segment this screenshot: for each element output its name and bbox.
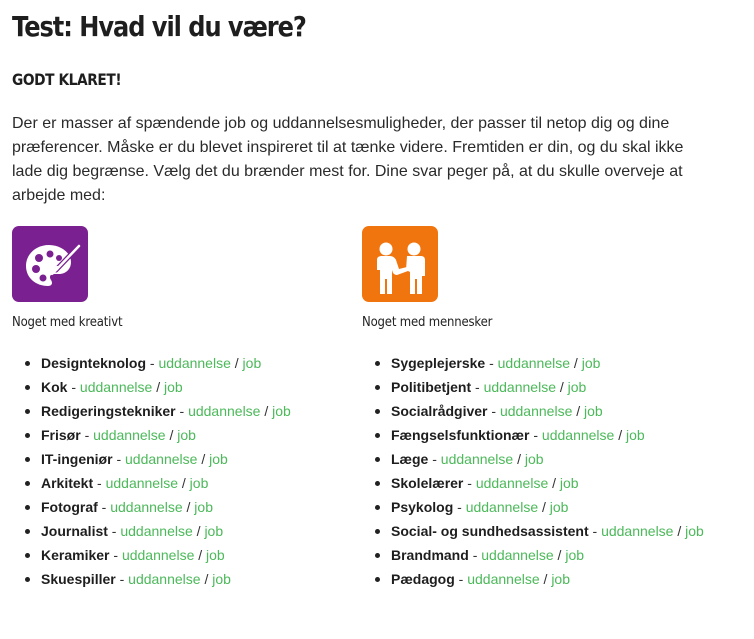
job-link[interactable]: job	[584, 403, 603, 419]
dash-separator: -	[84, 427, 90, 443]
job-title: Skolelærer	[391, 475, 464, 491]
education-link[interactable]: uddannelse	[128, 571, 201, 587]
dash-separator: -	[533, 427, 539, 443]
job-list-item	[12, 351, 342, 375]
job-list-item	[12, 543, 342, 567]
slash-separator: /	[557, 547, 562, 563]
job-list-item	[362, 495, 732, 519]
job-link[interactable]: job	[189, 475, 209, 491]
job-title: Brandmand	[391, 547, 469, 563]
job-link[interactable]: job	[212, 571, 231, 587]
job-title: Kok	[41, 379, 68, 395]
job-list-item	[362, 471, 732, 495]
job-list-item	[362, 543, 732, 567]
dash-separator: -	[489, 355, 494, 371]
job-link[interactable]: job	[626, 427, 645, 443]
slash-separator: /	[264, 403, 269, 419]
dash-separator: -	[467, 475, 472, 491]
job-title: Fotograf	[41, 499, 98, 515]
job-link[interactable]: job	[272, 403, 291, 419]
category-label-people: Noget med mennesker	[362, 315, 493, 330]
job-title: Arkitekt	[41, 475, 94, 491]
page-title: Test: Hvad vil du være?	[12, 10, 306, 43]
education-link[interactable]: uddannelse	[93, 427, 166, 443]
job-list-item	[12, 423, 342, 447]
job-list-item	[12, 495, 342, 519]
slash-separator: /	[196, 523, 201, 539]
dash-separator: -	[592, 523, 598, 539]
slash-separator: /	[204, 571, 209, 587]
job-title: Designteknolog	[41, 355, 147, 371]
education-link[interactable]: uddannelse	[481, 547, 554, 563]
slash-separator: /	[234, 355, 239, 371]
job-list-item	[362, 351, 732, 375]
slash-separator: /	[201, 451, 206, 467]
slash-separator: /	[181, 475, 186, 491]
education-link[interactable]: uddannelse	[120, 523, 193, 539]
job-list-item	[362, 567, 732, 591]
dash-separator: -	[179, 403, 185, 419]
job-link[interactable]: job	[194, 499, 213, 515]
job-list-item	[12, 471, 342, 495]
slash-separator: /	[618, 427, 623, 443]
job-list-item	[362, 423, 732, 447]
dash-separator: -	[101, 499, 107, 515]
job-title: Sygeplejerske	[391, 355, 486, 371]
slash-separator: /	[198, 547, 203, 563]
category-people	[362, 226, 732, 591]
education-link[interactable]: uddannelse	[475, 475, 549, 491]
job-link[interactable]: job	[177, 427, 196, 443]
slash-separator: /	[517, 451, 521, 467]
slash-separator: /	[576, 403, 581, 419]
education-link[interactable]: uddannelse	[79, 379, 153, 395]
slash-separator: /	[186, 499, 191, 515]
education-link[interactable]: uddannelse	[601, 523, 674, 539]
job-link[interactable]: job	[209, 451, 228, 467]
job-link[interactable]: job	[163, 379, 183, 395]
slash-separator: /	[156, 379, 161, 395]
dash-separator: -	[71, 379, 77, 395]
dash-separator: -	[97, 475, 102, 491]
job-link[interactable]: job	[524, 451, 544, 467]
job-title: Frisør	[41, 427, 81, 443]
slash-separator: /	[552, 475, 557, 491]
job-list-item	[12, 375, 342, 399]
job-title: Keramiker	[41, 547, 110, 563]
education-link[interactable]: uddannelse	[499, 403, 573, 419]
job-title: Politibetjent	[391, 379, 472, 395]
category-creative	[12, 226, 342, 591]
job-list-item	[12, 399, 342, 423]
job-title: Psykolog	[391, 499, 454, 515]
job-list-people	[362, 351, 732, 591]
job-link[interactable]: job	[565, 547, 585, 563]
education-link[interactable]: uddannelse	[497, 355, 571, 371]
education-link[interactable]: uddannelse	[483, 379, 556, 395]
job-title: Fængselsfunktionær	[391, 427, 530, 443]
job-list-item	[12, 447, 342, 471]
job-link[interactable]: job	[567, 379, 587, 395]
job-title: Redigeringstekniker	[41, 403, 176, 419]
dash-separator: -	[432, 451, 437, 467]
people-icon	[362, 226, 438, 302]
slash-separator: /	[169, 427, 174, 443]
job-link[interactable]: job	[242, 355, 262, 371]
dash-separator: -	[472, 547, 478, 563]
job-title: Pædagog	[391, 571, 455, 587]
education-link[interactable]: uddannelse	[110, 499, 183, 515]
job-link[interactable]: job	[551, 571, 570, 587]
dash-separator: -	[458, 571, 464, 587]
education-link[interactable]: uddannelse	[465, 499, 539, 515]
education-link[interactable]: uddannelse	[188, 403, 261, 419]
job-list-creative	[12, 351, 342, 591]
job-list-item	[362, 519, 732, 543]
education-link[interactable]: uddannelse	[467, 571, 540, 587]
job-link[interactable]: job	[204, 523, 224, 539]
dash-separator: -	[111, 523, 117, 539]
job-title: Læge	[391, 451, 429, 467]
job-list-item	[12, 519, 342, 543]
slash-separator: /	[677, 523, 682, 539]
job-list-item	[362, 447, 732, 471]
dash-separator: -	[113, 547, 119, 563]
job-title: Journalist	[41, 523, 108, 539]
dash-separator: -	[116, 451, 122, 467]
category-label-creative: Noget med kreativt	[12, 315, 123, 330]
education-link[interactable]: uddannelse	[121, 547, 195, 563]
job-link[interactable]: job	[581, 355, 601, 371]
education-link[interactable]: uddannelse	[105, 475, 178, 491]
job-title: IT-ingeniør	[41, 451, 113, 467]
palette-icon	[12, 226, 88, 302]
job-link[interactable]: job	[559, 475, 579, 491]
dash-separator: -	[149, 355, 155, 371]
job-link[interactable]: job	[685, 523, 704, 539]
dash-separator: -	[119, 571, 125, 587]
slash-separator: /	[559, 379, 564, 395]
job-list-item	[12, 567, 342, 591]
result-subtitle: GODT KLARET!	[12, 70, 122, 89]
job-link[interactable]: job	[206, 547, 225, 563]
job-title: Socialrådgiver	[391, 403, 488, 419]
slash-separator: /	[573, 355, 578, 371]
intro-text: Der er masser af spændende job og uddannelsesmuligheder, der passer til netop dig og dine præferencer. Måske er du blevet inspireret til at tænke videre. Fremtiden er din, og du skal ikke lade dig begrænse. Vælg det du brænder mest for. Dine svar peger på, at du skulle overveje at arbejde med:	[12, 115, 684, 204]
education-link[interactable]: uddannelse	[541, 427, 615, 443]
job-title: Skuespiller	[41, 571, 116, 587]
education-link[interactable]: uddannelse	[158, 355, 231, 371]
slash-separator: /	[542, 499, 546, 515]
dash-separator: -	[475, 379, 480, 395]
job-list-item	[362, 399, 732, 423]
slash-separator: /	[543, 571, 548, 587]
dash-separator: -	[457, 499, 462, 515]
job-list-item	[362, 375, 732, 399]
dash-separator: -	[491, 403, 497, 419]
job-link[interactable]: job	[549, 499, 569, 515]
education-link[interactable]: uddannelse	[125, 451, 198, 467]
job-title: Social- og sundhedsassistent	[391, 523, 589, 539]
education-link[interactable]: uddannelse	[440, 451, 514, 467]
